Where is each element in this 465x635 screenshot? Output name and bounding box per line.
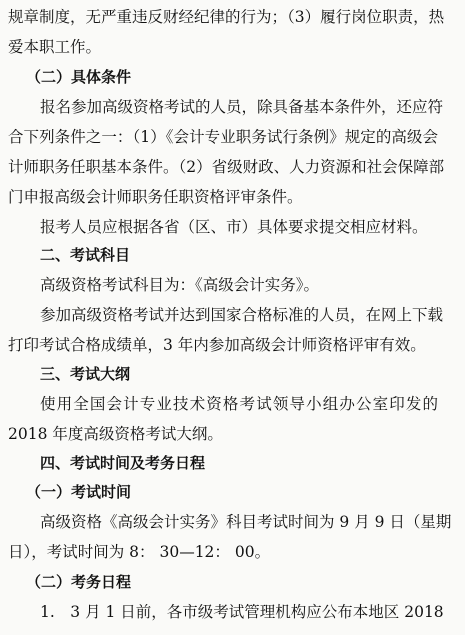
- paragraph-line: 报考人员应根据各省（区、市）具体要求提交相应材料。: [40, 218, 428, 236]
- section-heading: 四、考试时间及考务日程: [40, 454, 206, 472]
- paragraph-line: 规章制度，无严重违反财经纪律的行为；（3）履行岗位职责，热: [8, 8, 445, 26]
- paragraph-line: 计师职务任职基本条件。（2）省级财政、人力资源和社会保障部: [8, 158, 445, 176]
- paragraph-line: 打印考试合格成绩单，3 年内参加高级会计师资格评审有效。: [8, 336, 426, 354]
- paragraph-line: 门申报高级会计师职务任职资格评审条件。: [8, 188, 303, 206]
- paragraph-line: 2018 年度高级资格考试大纲。: [8, 425, 223, 443]
- paragraph-line: 爱本职工作。: [8, 38, 102, 56]
- paragraph-line: 合下列条件之一：（1）《会计专业职务试行条例》规定的高级会: [8, 128, 438, 146]
- paragraph-line: 1. 3 月 1 日前，各市级考试管理机构应公布本地区 2018: [40, 603, 444, 621]
- section-heading: （二）具体条件: [26, 68, 132, 86]
- paragraph-line: 高级资格考试科目为：《高级会计实务》。: [40, 276, 320, 294]
- paragraph-line: 使用全国会计专业技术资格考试领导小组办公室印发的: [40, 395, 438, 413]
- section-heading: （一）考试时间: [26, 483, 132, 501]
- section-heading: 二、考试科目: [40, 246, 131, 264]
- section-heading: 三、考试大纲: [40, 365, 131, 383]
- section-heading: （二）考务日程: [26, 573, 132, 591]
- paragraph-line: 高级资格《高级会计实务》科目考试时间为 9 月 9 日（星期: [40, 513, 452, 531]
- paragraph-line: 参加高级资格考试并达到国家合格标准的人员，在网上下载: [40, 306, 444, 324]
- paragraph-line: 报名参加高级资格考试的人员，除具备基本条件外，还应符: [40, 98, 444, 116]
- paragraph-line: 日），考试时间为 8： 30—12： 00。: [8, 543, 271, 561]
